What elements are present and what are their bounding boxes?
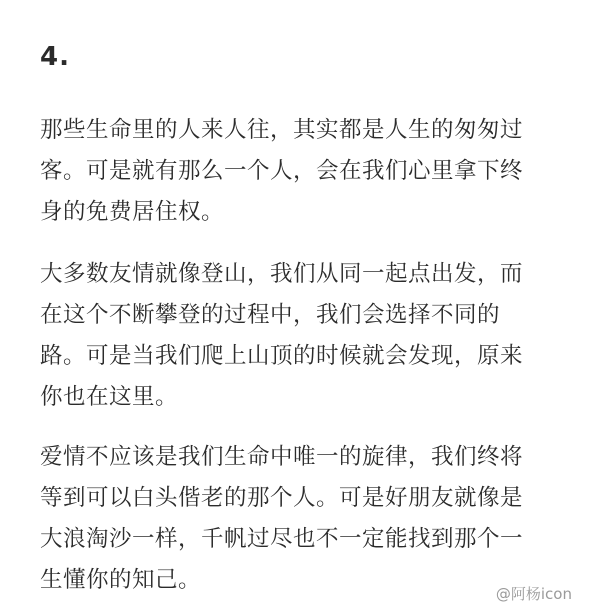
paragraph-line: 等到可以白头偕老的那个人。可是好朋友就像是 bbox=[40, 485, 524, 511]
section-number-heading: 4. bbox=[40, 42, 70, 72]
paragraph-line: 大多数友情就像登山，我们从同一起点出发，而 bbox=[40, 261, 524, 287]
paragraph-3 bbox=[40, 437, 570, 601]
paragraph-line: 那些生命里的人来人往，其实都是人生的匆匆过 bbox=[40, 117, 524, 143]
paragraph-line: 生懂你的知己。 bbox=[40, 567, 202, 593]
paragraph-line: 在这个不断攀登的过程中，我们会选择不同的 bbox=[40, 302, 501, 328]
paragraph-line: 客。可是就有那么一个人，会在我们心里拿下终 bbox=[40, 158, 524, 184]
paragraph-line: 大浪淘沙一样，千帆过尽也不一定能找到那个一 bbox=[40, 526, 524, 552]
paragraph-line: 你也在这里。 bbox=[40, 384, 179, 410]
paragraph-1 bbox=[40, 110, 570, 233]
paragraph-line: 路。可是当我们爬上山顶的时候就会发现，原来 bbox=[40, 343, 524, 369]
paragraph-2 bbox=[40, 254, 570, 418]
paragraph-line: 身的免费居住权。 bbox=[40, 199, 225, 225]
paragraph-line: 爱情不应该是我们生命中唯一的旋律，我们终将 bbox=[40, 444, 524, 470]
watermark: @阿杨icon bbox=[495, 585, 572, 603]
